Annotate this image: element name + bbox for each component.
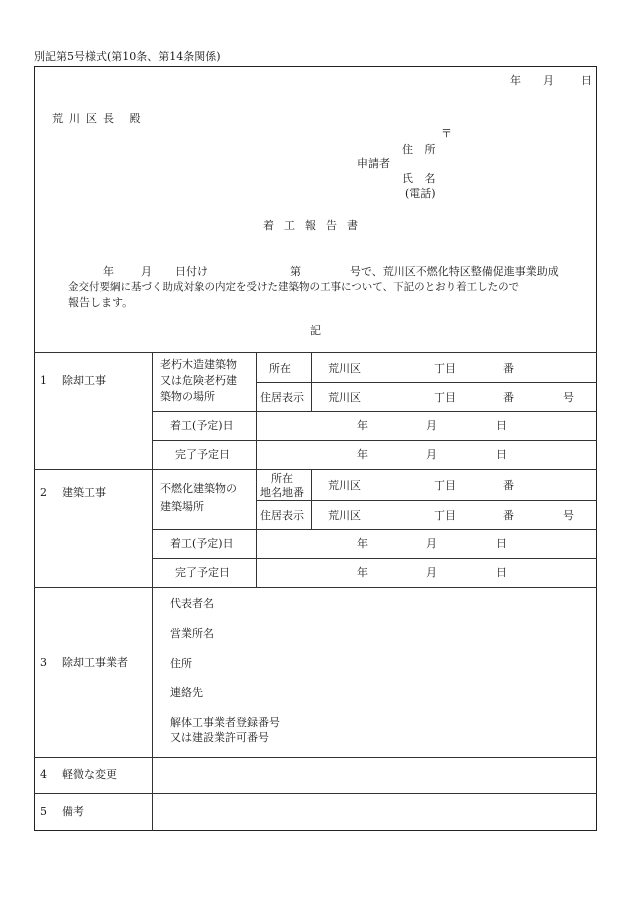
s1-sub2-ban: 番 (503, 391, 514, 404)
s2-sub2-label: 住居表示 (260, 509, 304, 522)
s2-start-label: 着工(予定)日 (170, 537, 234, 550)
s1-sub2-label: 住居表示 (260, 391, 304, 404)
s2-end-month: 月 (426, 566, 437, 579)
s2-sub2-ban: 番 (503, 509, 514, 522)
addressee: 荒川区長 殿 (52, 112, 147, 125)
rule-s1-start (152, 411, 597, 412)
s2-label: 建築工事 (62, 486, 106, 499)
s2-number: 2 (40, 486, 47, 499)
s2-location-label-2: 建築場所 (160, 500, 204, 513)
s1-end-day: 日 (496, 448, 507, 461)
date-month: 月 (543, 74, 554, 87)
document-title: 着工報告書 (263, 219, 368, 232)
s1-end-label: 完了予定日 (175, 448, 230, 461)
s1-location-label-3: 築物の場所 (160, 390, 215, 403)
s1-start-month: 月 (426, 419, 437, 432)
s1-sub2-go: 号 (563, 391, 574, 404)
s1-sub2-chome: 丁目 (434, 391, 456, 404)
s3-label: 除却工事業者 (62, 656, 128, 669)
name-label: 氏 名 (402, 172, 440, 185)
s1-number: 1 (40, 374, 47, 387)
s4-number: 4 (40, 768, 47, 781)
s2-end-day: 日 (496, 566, 507, 579)
s1-location-label-2: 又は危険老朽建 (160, 374, 237, 387)
contractor-license: 又は建設業許可番号 (170, 731, 269, 744)
body-month: 月 (141, 265, 152, 278)
contractor-office-name: 営業所名 (170, 627, 214, 640)
s2-sub1-chome: 丁目 (434, 479, 456, 492)
contractor-contact: 連絡先 (170, 686, 203, 699)
s1-sub1-ban: 番 (503, 362, 514, 375)
rule-s2-sub (256, 500, 597, 501)
postal-mark: 〒 (441, 127, 452, 140)
s2-start-day: 日 (496, 537, 507, 550)
body-no: 第 (290, 265, 301, 278)
s2-start-month: 月 (426, 537, 437, 550)
s1-end-month: 月 (426, 448, 437, 461)
rule-s3-top (34, 587, 597, 588)
body-line1-rest: 号で、荒川区不燃化特区整備促進事業助成 (350, 265, 559, 278)
s2-sub2-chome: 丁目 (434, 509, 456, 522)
s1-sub1-chome: 丁目 (434, 362, 456, 375)
s2-sub2-go: 号 (563, 509, 574, 522)
form-label: 別記第5号様式(第10条、第14条関係) (34, 50, 221, 63)
address-label: 住 所 (402, 143, 440, 156)
body-date: 日付け (175, 265, 208, 278)
s1-start-year: 年 (357, 419, 368, 432)
rule-body-bottom (34, 352, 597, 353)
s1-sub2-ward: 荒川区 (328, 391, 361, 404)
rule-col-sub-s2 (256, 469, 257, 587)
rule-s1-end (152, 440, 597, 441)
s1-start-label: 着工(予定)日 (170, 419, 234, 432)
body-line2: 金交付要綱に基づく助成対象の内定を受けた建築物の工事について、下記のとおり着工したので (68, 281, 520, 293)
s1-label: 除却工事 (62, 374, 106, 387)
ki-mark: 記 (310, 324, 321, 337)
s2-sub1-label-1: 所在 (271, 472, 293, 485)
rule-col-label (152, 352, 153, 831)
rule-s1-sub (256, 382, 597, 383)
s2-sub1-label-2: 地名地番 (260, 486, 304, 499)
s5-number: 5 (40, 805, 47, 818)
s1-end-year: 年 (357, 448, 368, 461)
rule-s2-top (34, 469, 597, 470)
s2-start-year: 年 (357, 537, 368, 550)
s2-end-year: 年 (357, 566, 368, 579)
rule-s2-end (152, 558, 597, 559)
contractor-rep-name: 代表者名 (170, 597, 214, 610)
date-year: 年 (510, 74, 521, 87)
rule-col-sub-s1 (256, 352, 257, 469)
body-line3: 報告します。 (68, 296, 134, 309)
contractor-registration: 解体工事業者登録番号 (170, 716, 280, 729)
s2-sub1-ward: 荒川区 (328, 479, 361, 492)
rule-s2-start (152, 529, 597, 530)
s1-location-label-1: 老朽木造建築物 (160, 358, 237, 371)
s5-label: 備考 (62, 805, 84, 818)
s4-label: 軽微な変更 (62, 768, 117, 781)
date-day: 日 (581, 74, 592, 87)
s2-sub2-ward: 荒川区 (328, 509, 361, 522)
applicant-label: 申請者 (357, 157, 390, 170)
s2-location-label-1: 不燃化建築物の (160, 482, 237, 495)
s2-end-label: 完了予定日 (175, 566, 230, 579)
phone-label: (電話) (405, 187, 436, 200)
rule-col-value-s1 (311, 352, 312, 411)
body-year: 年 (103, 265, 114, 278)
rule-s5-top (34, 793, 597, 794)
form-frame (34, 66, 597, 831)
s3-number: 3 (40, 656, 47, 669)
rule-col-value-s2 (311, 469, 312, 529)
s2-sub1-ban: 番 (503, 479, 514, 492)
s1-start-day: 日 (496, 419, 507, 432)
rule-s4-top (34, 757, 597, 758)
s1-sub1-ward: 荒川区 (328, 362, 361, 375)
contractor-address: 住所 (170, 657, 192, 670)
s1-sub1-label: 所在 (269, 362, 291, 375)
